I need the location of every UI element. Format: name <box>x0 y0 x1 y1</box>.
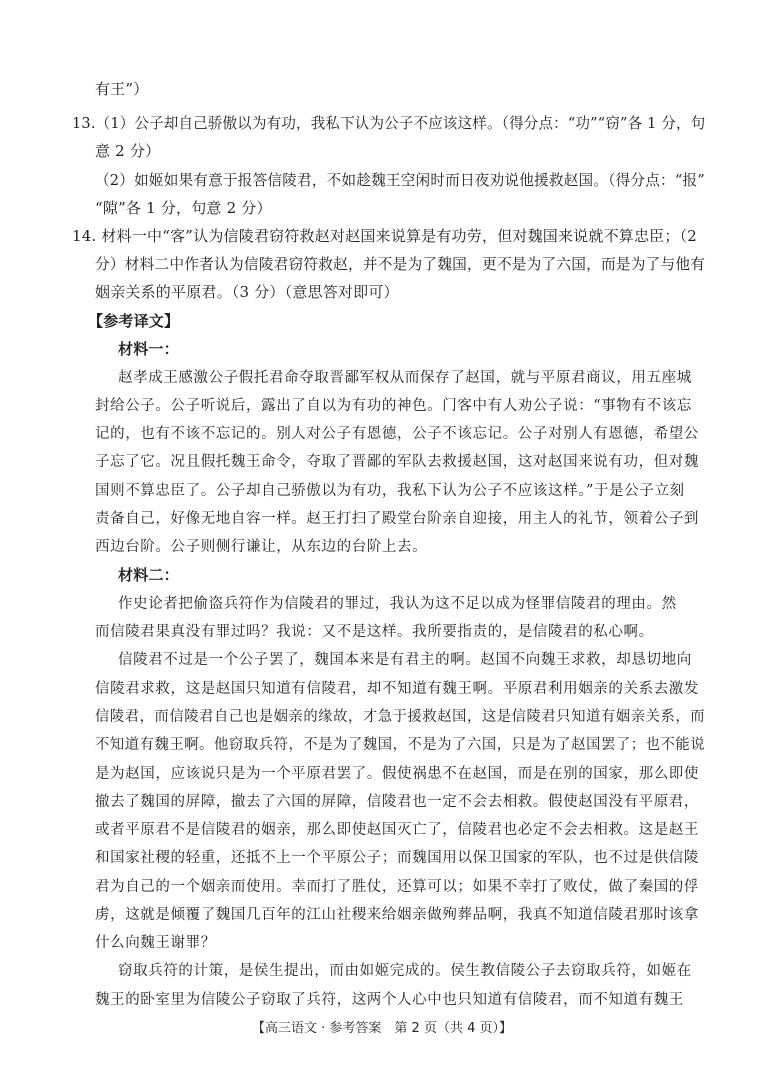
translation-line: 君为自己的一个姻亲而使用。幸而打了胜仗，还算可以；如果不幸打了败仗，做了秦国的俘 <box>95 879 699 895</box>
translation-line: 赵孝成王感激公子假托君命夺取晋鄙军权从而保存了赵国，就与平原君商议，用五座城 <box>118 370 692 386</box>
material-1-heading: 材料一： <box>118 340 179 358</box>
translation-line: 魏王的卧室里为信陵公子窃取了兵符，这两个人心中也只知道有信陵君，而不知道有魏王 <box>95 992 684 1008</box>
translation-line: 而信陵君果真没有罪过吗？我说：又不是这样。我所要指责的，是信陵君的私心啊。 <box>95 624 654 640</box>
answer-14-cont1: 分）材料二中作者认为信陵君窃符救赵，并不是为了魏国，更不是为了六国，而是为了与他有 <box>95 255 706 273</box>
answer-13-part2: （2）如姬如果有意于报答信陵君，不如趁魏王空闲时而日夜劝说他援救赵国。（得分点：“报” <box>95 171 705 189</box>
translation-line: 封给公子。公子听说后，露出了自以为有功的神色。门客中有人劝公子说：“事物有不该忘 <box>95 398 692 414</box>
translation-line: 信陵君，而信陵君自己也是姻亲的缘故，才急于援救赵国，这是信陵君只知道有姻亲关系，而 <box>95 709 706 725</box>
answer-13-part1: 13.（1）公子却自己骄傲以为有功，我私下认为公子不应该这样。（得分点：“功”“窃”各 1 分，句 <box>72 114 706 132</box>
translation-line: 窃取兵符的计策，是侯生提出，而由如姬完成的。侯生教信陵公子去窃取兵符，如姬在 <box>118 963 692 979</box>
translation-line: 什么向魏王谢罪？ <box>95 935 216 951</box>
translation-line: 和国家社稷的轻重，还抵不上一个平原公子；而魏国用以保卫国家的军队，也不过是供信陵 <box>95 850 699 866</box>
translation-line: 作史论者把偷盗兵符作为信陵君的罪过，我认为这不足以成为怪罪信陵君的理由。然 <box>118 596 677 612</box>
translation-line: 虏，这就是倾覆了魏国几百年的江山社稷来给姻亲做殉葬品啊，我真不知道信陵君那时该拿 <box>95 907 699 923</box>
page-footer: 【高三语文 · 参考答案 第 2 页（共 4 页）】 <box>252 1021 512 1036</box>
answer-14-cont2: 姻亲关系的平原君。（3 分）（意思答对即可） <box>95 283 399 301</box>
material-2-heading: 材料二： <box>118 566 179 584</box>
translation-line: 撤去了魏国的屏障，撤去了六国的屏障，信陵君也一定不会去相救。假使赵国没有平原君， <box>95 794 699 810</box>
translation-line: 信陵君不过是一个公子罢了，魏国本来是有君主的啊。赵国不向魏王求救，却恳切地向 <box>118 652 692 668</box>
answer-13-part1-cont: 意 2 分） <box>95 142 161 160</box>
translation-heading: 【参考译文】 <box>88 312 180 330</box>
answer-continuation: 有王”） <box>95 80 149 98</box>
answer-14: 14. 材料一中“客”认为信陵君窃符救赵对赵国来说算是有功劳，但对魏国来说就不算忠臣；（2 <box>72 227 698 245</box>
translation-line: 是为赵国，应该说只是为一个平原君罢了。假使祸患不在赵国，而是在别的国家，那么即使 <box>95 766 699 782</box>
translation-line: 信陵君求救，这是赵国只知道有信陵君，却不知道有魏王啊。平原君利用姻亲的关系去激发 <box>95 681 699 697</box>
translation-line: 不知道有魏王啊。他窃取兵符，不是为了魏国，不是为了六国，只是为了赵国罢了；也不能说 <box>95 737 706 753</box>
translation-line: 责备自己，好像无地自容一样。赵王打扫了殿堂台阶亲自迎接，用主人的礼节，领着公子到 <box>95 511 699 527</box>
translation-line: 西边台阶。公子则侧行谦让，从东边的台阶上去。 <box>95 539 428 555</box>
translation-line: 或者平原君不是信陵君的姻亲，那么即使赵国灭亡了，信陵君也必定不会去相救。这是赵王 <box>95 822 699 838</box>
translation-line: 子忘了它。况且假托魏王命令，夺取了晋鄙的军队去救援赵国，这对赵国来说有功，但对魏 <box>95 454 699 470</box>
translation-line: 记的，也有不该不忘记的。别人对公子有恩德，公子不该忘记。公子对别人有恩德，希望公 <box>95 426 699 442</box>
translation-line: 国则不算忠臣了。公子却自己骄傲以为有功，我私下认为公子不应该这样。”于是公子立刻 <box>95 483 685 499</box>
answer-13-part2-cont: “隙”各 1 分，句意 2 分） <box>95 199 272 217</box>
